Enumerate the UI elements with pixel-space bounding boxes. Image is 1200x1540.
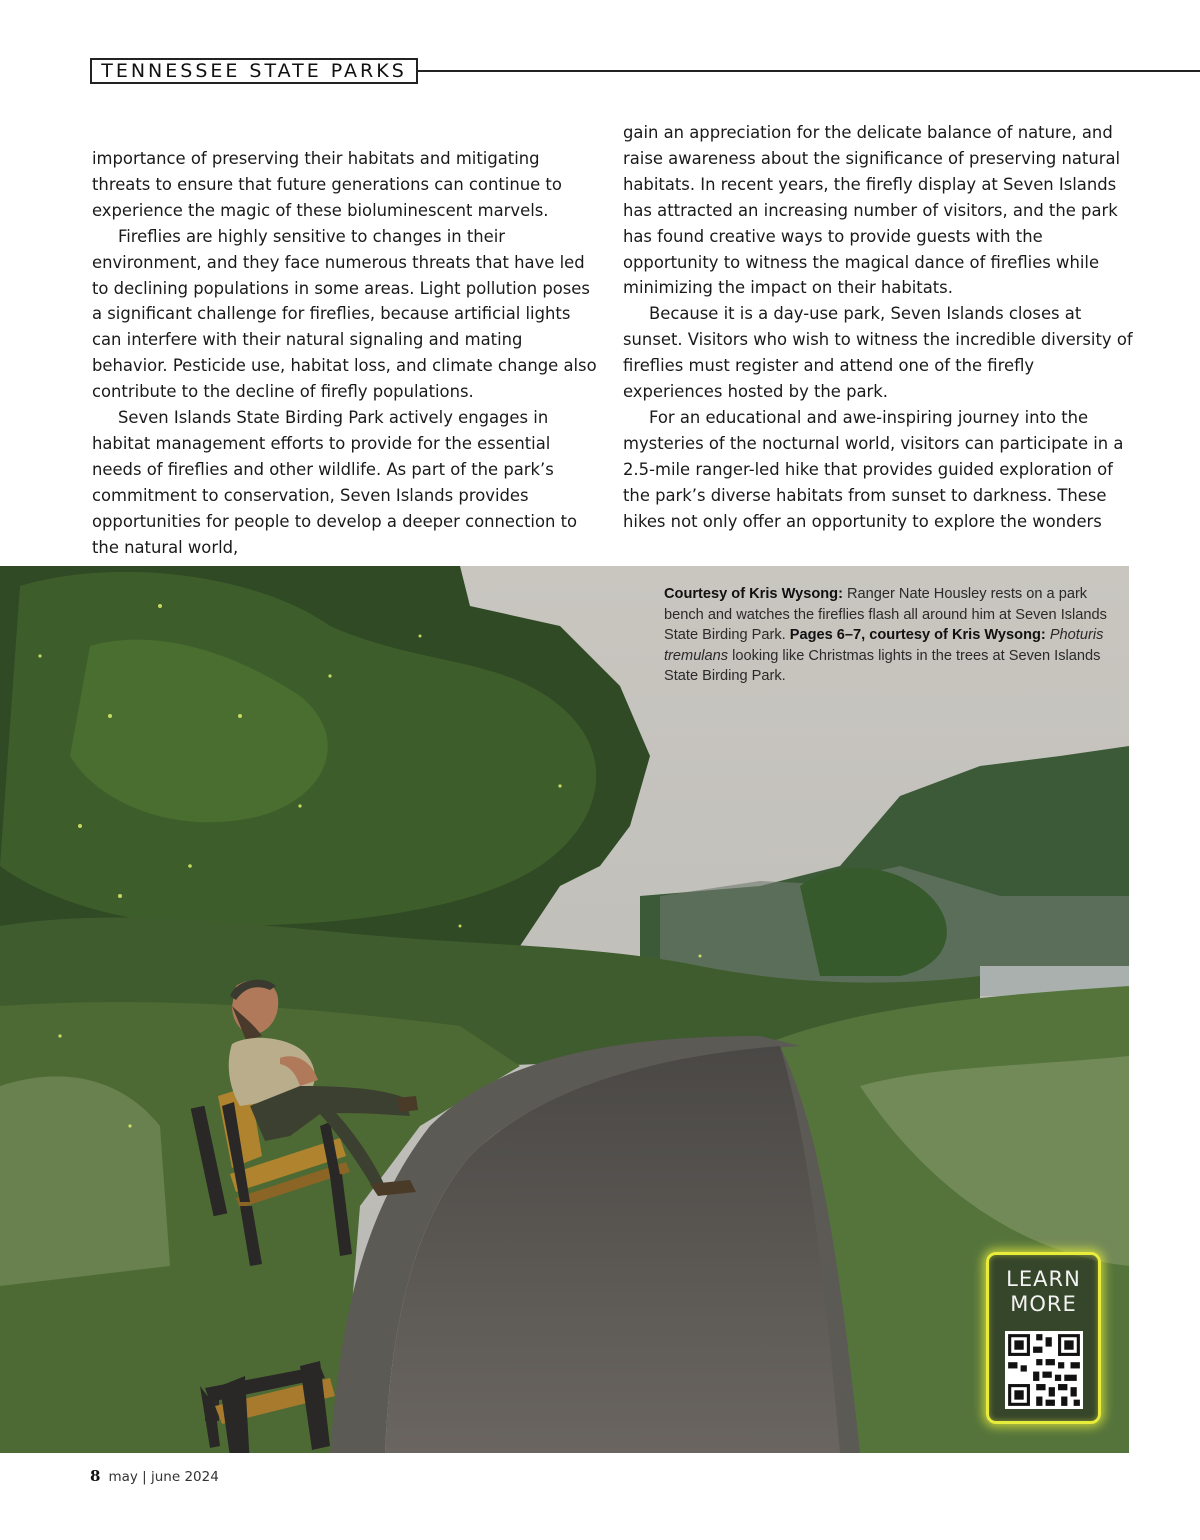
left-column [92,146,602,561]
photo-illustration [0,566,1129,1453]
caption-species: Photuris tremulans [664,627,1104,664]
paragraph: Fireflies are highly sensitive to changes in their environment, and they face numerous threats that have led to declining populations in some areas. Light pollution poses a significant challenge for fireflies, because artificial lights can interfere with their natural signaling and mating behavior. Pesticide use, habitat loss, and climate change also contribute to the decline of firefly populations. [92,226,597,402]
caption-credit: Pages 6–7, courtesy of Kris Wysong: [789,627,1046,643]
paragraph: Because it is a day-use park, Seven Islands closes at sunset. Visitors who wish to witness the incredible diversity of fireflies must register and attend one of the firefly experiences hosted by the park. [623,304,1133,402]
learn-more-line: MORE [1010,1292,1077,1316]
paragraph: importance of preserving their habitats and mitigating threats to ensure that future generations can continue to experience the magic of these bioluminescent marvels. [92,149,562,220]
caption-text: Ranger Nate Housley rests on a park bench and watches the fireflies flash all around him at Seven Islands State Birding Park. [664,586,1107,643]
learn-more-badge[interactable] [986,1252,1101,1424]
park-bench-photo [0,566,1129,1453]
learn-more-label [989,1267,1098,1317]
paragraph: For an educational and awe-inspiring journey into the mysteries of the nocturnal world, visitors can participate in a 2.5-mile ranger-led hike that provides guided exploration of the park’s diverse habitats from sunset to darkness. These hikes not only offer an opportunity to explore the wonders [623,407,1124,531]
page-number: 8 [90,1467,101,1485]
issue-date: may | june 2024 [108,1469,219,1485]
paragraph: gain an appreciation for the delicate balance of nature, and raise awareness about the significance of preserving natural habitats. In recent years, the firefly display at Seven Islands has attracted an increasing number of visitors, and the park has found creative ways to provide guests with the opportunity to witness the magical dance of fireflies while minimizing the impact on their habitats. [623,123,1121,298]
page-footer [90,1467,219,1485]
paragraph: Seven Islands State Birding Park actively engages in habitat management efforts to provide for the essential needs of fireflies and other wildlife. As part of the park’s commitment to conservation, Seven Islands provides opportunities for people to develop a deeper connection to the natural world, [92,408,578,557]
photo-caption [664,584,1114,687]
caption-credit: Courtesy of Kris Wysong: [664,586,843,602]
caption-text: looking like Christmas lights in the trees at Seven Islands State Birding Park. [664,647,1101,684]
header-rule [418,70,1200,72]
learn-more-line: LEARN [1006,1267,1081,1291]
right-column [623,120,1133,535]
qr-code-icon[interactable] [1005,1331,1083,1409]
section-header: TENNESSEE STATE PARKS [90,58,418,84]
